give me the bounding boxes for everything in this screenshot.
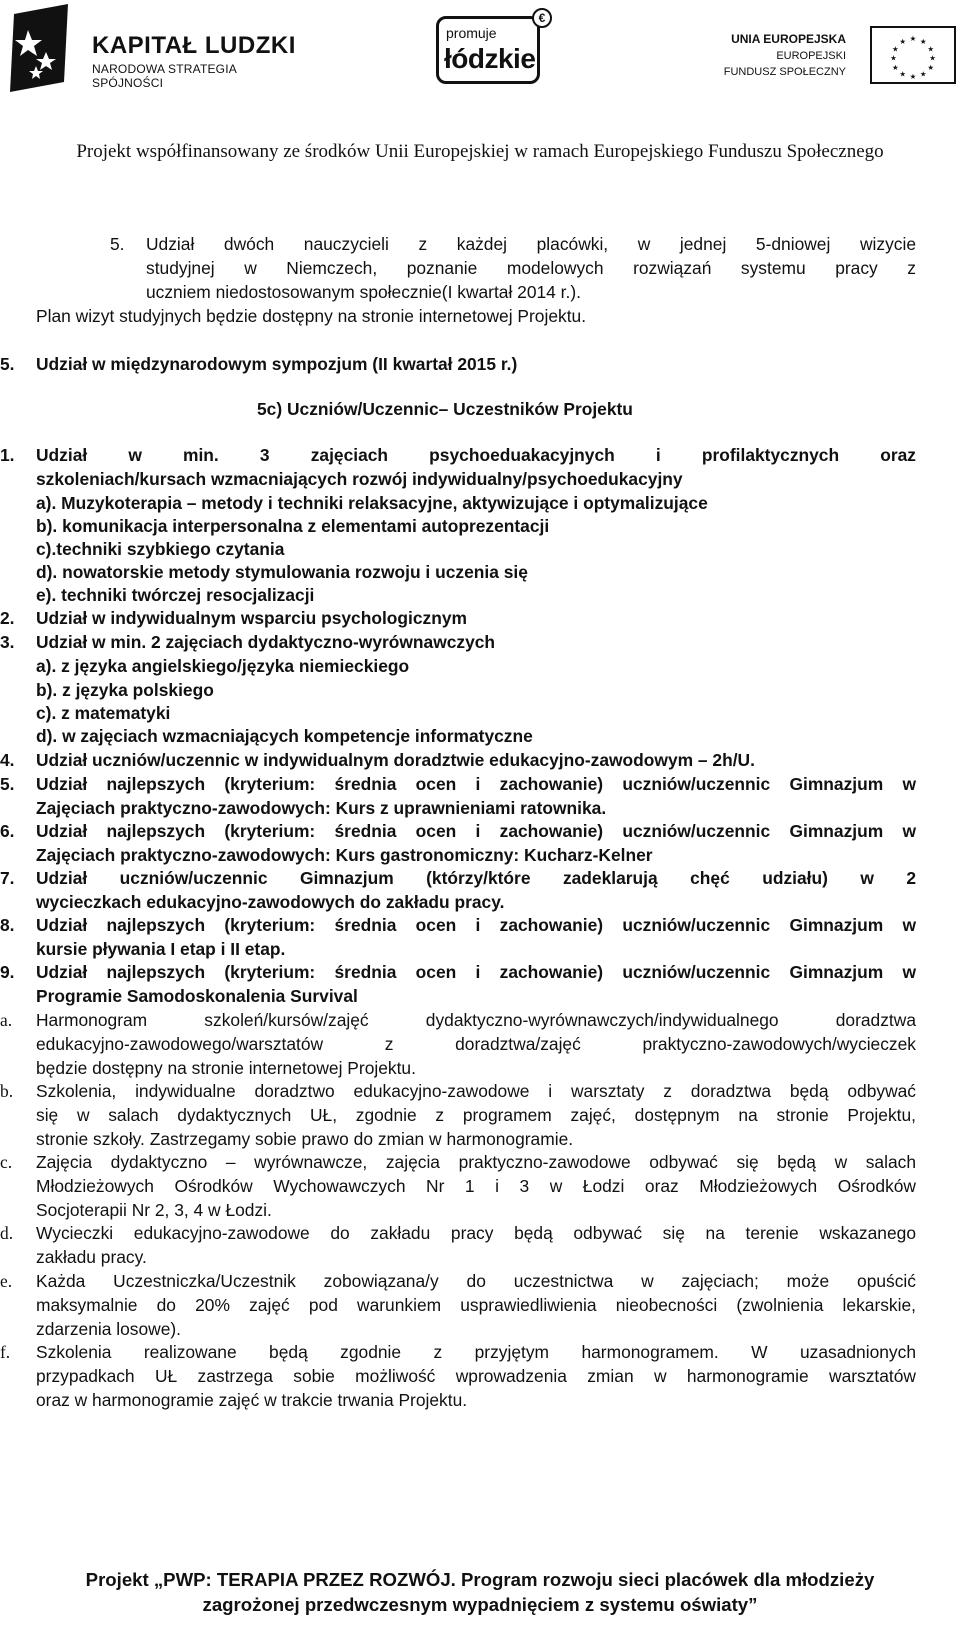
note-letter: a.	[0, 1010, 13, 1030]
svg-text:★: ★	[891, 44, 899, 54]
note-letter: c.	[0, 1152, 13, 1172]
logo-right-line1: UNIA EUROPEJSKA	[731, 32, 846, 46]
list-item7-line: wycieczkach edukacyjno-zawodowych do zakładu pracy.	[36, 892, 505, 912]
note-letter: d.	[0, 1223, 14, 1243]
logo-center-line2: łódzkie	[444, 43, 536, 74]
list-subitem: b). z języka polskiego	[36, 680, 214, 700]
list-item3-text: Udział w min. 2 zajęciach dydaktyczno-wyrównawczych	[36, 632, 496, 652]
svg-text:★: ★	[899, 69, 907, 79]
svg-text:★: ★	[909, 72, 917, 82]
note-a-line: Harmonogram szkoleń/kursów/zajęć dydaktyczno-wyrównawczych/indywidualnego doradztwa	[36, 1010, 916, 1030]
list-item5-line: Udział najlepszych (kryterium: średnia ocen i zachowanie) uczniów/uczennic Gimnazjum w	[36, 774, 916, 794]
logo-left-title: KAPITAŁ LUDZKI	[92, 32, 296, 59]
note-letter: f.	[0, 1342, 11, 1362]
note-letter: b.	[0, 1081, 14, 1101]
note-d-line: zakładu pracy.	[36, 1247, 147, 1267]
list-item1-line: szkoleniach/kursach wzmacniających rozwój indywidualny/psychoedukacyjny	[36, 469, 683, 489]
item-number: 8.	[0, 915, 15, 935]
logo-left-subtitle: NARODOWA STRATEGIA SPÓJNOŚCI	[92, 62, 237, 90]
item-number: 5.	[0, 354, 15, 374]
item-number: 9.	[0, 962, 15, 982]
list-item8-line: Udział najlepszych (kryterium: średnia ocen i zachowanie) uczniów/uczennic Gimnazjum w	[36, 915, 916, 935]
note-f-line: przypadkach UŁ zastrzega sobie możliwość wprowadzenia zmian w harmonogramie warsztatów	[36, 1366, 916, 1386]
logo-right-line3: FUNDUSZ SPOŁECZNY	[723, 66, 846, 78]
list-subitem: d). w zajęciach wzmacniających kompetencje informatyczne	[36, 726, 533, 746]
list-item1-line: Udział w min. 3 zajęciach psychoeduakacyjnych i profilaktycznych oraz	[36, 445, 916, 465]
note-b-line: Szkolenia, indywidualne doradztwo edukacyjno-zawodowe i warsztaty z doradztwa będą odbywać	[36, 1081, 916, 1101]
kapital-ludzki-emblem-icon	[6, 4, 72, 92]
note-a-line: będzie dostępny na stronie internetowej Projektu.	[36, 1058, 416, 1078]
list-item5-line: Zajęciach praktyczno-zawodowych: Kurs z uprawnieniami ratownika.	[36, 798, 607, 818]
intro-plan-line: Plan wizyt studyjnych będzie dostępny na stronie internetowej Projektu.	[36, 306, 587, 326]
item-number: 5.	[110, 234, 125, 254]
list-item4-text: Udział uczniów/uczennic w indywidualnym doradztwie edukacyjno-zawodowym – 2h/U.	[36, 750, 755, 770]
list-subitem: c). z matematyki	[36, 703, 171, 723]
note-letter: e.	[0, 1271, 13, 1291]
svg-text:★: ★	[909, 34, 917, 44]
list-item7-line: Udział uczniów/uczennic Gimnazjum (którzy/które zadeklarują chęć udziału) w 2	[36, 868, 916, 888]
item-number: 7.	[0, 868, 15, 888]
logo-right-line2: EUROPEJSKI	[776, 50, 846, 62]
note-c-line: Młodzieżowych Ośrodków Wychowawczych Nr 1 i 3 w Łodzi oraz Młodzieżowych Ośrodków	[36, 1176, 916, 1196]
svg-text:★: ★	[929, 53, 936, 63]
list-item8-line: kursie pływania I etap i II etap.	[36, 939, 286, 959]
footer-project-title-cont: zagrożonej przedwczesnym wypadnięciem z systemu oświaty”	[202, 1594, 758, 1615]
note-b-line: się w salach dydaktycznych UŁ, zgodnie z programem zajęć, dostępnym na stronie Projektu,	[36, 1105, 916, 1125]
note-b-line: stronie szkoły. Zastrzegamy sobie prawo do zmian w harmonogramie.	[36, 1129, 574, 1149]
list-item6-line: Udział najlepszych (kryterium: średnia ocen i zachowanie) uczniów/uczennic Gimnazjum w	[36, 821, 916, 841]
list-item2-text: Udział w indywidualnym wsparciu psychologicznym	[36, 608, 467, 628]
note-e-line: maksymalnie do 20% zajęć pod warunkiem usprawiedliwienia nieobecności (zwolnienia lekarskie,	[36, 1295, 916, 1315]
item-number: 1.	[0, 445, 15, 465]
section-heading: 5c) Uczniów/Uczennic– Uczestników Projektu	[257, 399, 633, 419]
list-subitem: a). Muzykoterapia – metody i techniki relaksacyjne, aktywizujące i optymalizujące	[36, 493, 708, 513]
note-e-line: Każda Uczestniczka/Uczestnik zobowiązana/y do uczestnictwa w zajęciach; może opuścić	[36, 1271, 916, 1291]
list-item6-line: Zajęciach praktyczno-zawodowych: Kurs gastronomiczny: Kucharz-Kelner	[36, 845, 653, 865]
note-f-line: Szkolenia realizowane będą zgodnie z przyjętym harmonogramem. W uzasadnionych	[36, 1342, 916, 1362]
intro-item5-line: studyjnej w Niemczech, poznanie modelowych rozwiązań systemu pracy z	[146, 258, 916, 278]
note-a-line: edukacyjno-zawodowego/warsztatów z doradztwa/zajęć praktyczno-zawodowych/wycieczek	[36, 1034, 916, 1054]
logo-center-line1: promuje	[446, 25, 497, 41]
note-c-line: Socjoterapii Nr 2, 3, 4 w Łodzi.	[36, 1200, 272, 1220]
svg-text:★: ★	[899, 36, 907, 46]
note-e-line: zdarzenia losowe).	[36, 1319, 181, 1339]
list-item9-line: Programie Samodoskonalenia Survival	[36, 986, 358, 1006]
intro-item5-line: Udział dwóch nauczycieli z każdej placówki, w jednej 5-dniowej wizycie	[146, 234, 916, 254]
note-f-line: oraz w harmonogramie zajęć w trakcie trwania Projektu.	[36, 1390, 468, 1410]
item-number: 6.	[0, 821, 15, 841]
item-number: 2.	[0, 608, 15, 628]
list-item9-line: Udział najlepszych (kryterium: średnia ocen i zachowanie) uczniów/uczennic Gimnazjum w	[36, 962, 916, 982]
list-subitem: c).techniki szybkiego czytania	[36, 539, 285, 559]
svg-text:★: ★	[927, 44, 935, 54]
list-subitem: b). komunikacja interpersonalna z elementami autoprezentacji	[36, 516, 550, 536]
svg-text:★: ★	[890, 53, 897, 63]
list-subitem: e). techniki twórczej resocjalizacji	[36, 585, 315, 605]
footer-project-title: Projekt „PWP: TERAPIA PRZEZ ROZWÓJ. Program rozwoju sieci placówek dla młodzieży	[85, 1569, 875, 1590]
list-subitem: a). z języka angielskiego/języka niemieckiego	[36, 656, 410, 676]
list-subitem: d). nowatorskie metody stymulowania rozwoju i uczenia się	[36, 562, 528, 582]
logo-unia-europejska	[716, 14, 956, 94]
svg-text:★: ★	[927, 62, 935, 72]
intro-item5b-text: Udział w międzynarodowym sympozjum (II kwartał 2015 r.)	[36, 354, 518, 374]
project-cofinancing-line: Projekt współfinansowany ze środków Unii Europejskiej w ramach Europejskiego Funduszu Społecznego	[76, 141, 884, 162]
intro-item5-line: uczniem niedostosowanym społecznie(I kwartał 2014 r.).	[146, 282, 581, 302]
svg-text:★: ★	[919, 36, 927, 46]
item-number: 5.	[0, 774, 15, 794]
note-d-line: Wycieczki edukacyjno-zawodowe do zakładu pracy będą odbywać się na terenie wskazanego	[36, 1223, 916, 1243]
logo-promuje-lodzkie	[436, 8, 556, 92]
eu-flag-icon	[870, 26, 956, 84]
svg-text:★: ★	[891, 62, 899, 72]
logo-kapital-ludzki	[6, 4, 306, 94]
note-c-line: Zajęcia dydaktyczno – wyrównawcze, zajęcia praktyczno-zawodowe odbywać się będą w salach	[36, 1152, 916, 1172]
item-number: 4.	[0, 750, 15, 770]
euro-icon: €	[532, 8, 552, 28]
svg-text:★: ★	[919, 69, 927, 79]
item-number: 3.	[0, 632, 15, 652]
